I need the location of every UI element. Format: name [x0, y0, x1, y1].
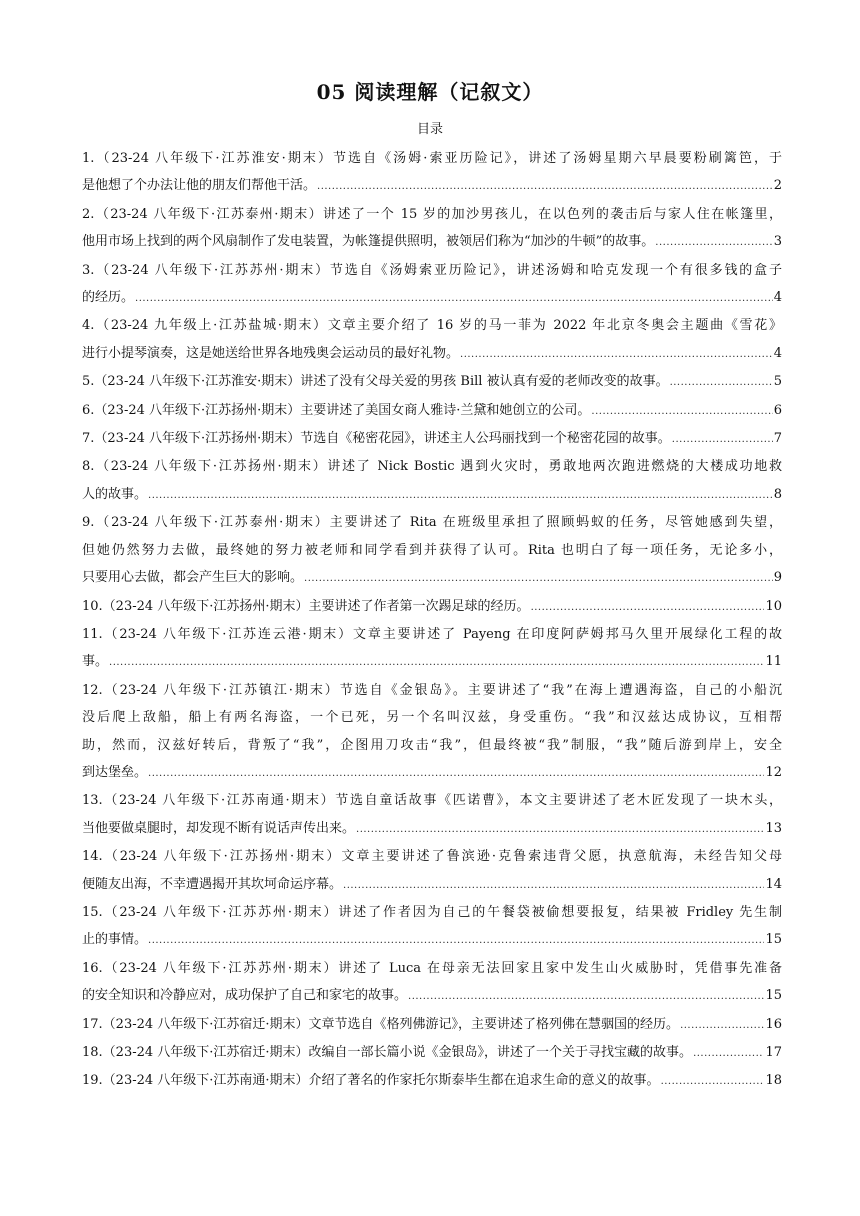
toc-page-number: 12	[765, 764, 782, 780]
toc-entry-final-line	[82, 1067, 782, 1095]
toc-entry-text-line: 16.（23-24 八年级下·江苏苏州·期末）讲述了 Luca 在母亲无法回家且家中发生山火威胁时，凭借事先准备	[82, 960, 782, 976]
toc-entry-text: 18.（23-24 八年级下·江苏宿迁·期末）改编自一部长篇小说《金银岛》，讲述了一个关于寻找宝藏的故事。	[82, 1045, 693, 1060]
toc-page-number: 8	[773, 486, 782, 502]
toc-entry-text: 便随友出海，不幸遭遇揭开其坎坷命运序幕。	[82, 876, 343, 892]
toc-entry[interactable]	[82, 368, 782, 396]
toc-entry-final-line	[82, 340, 782, 368]
toc-entry-final-line	[82, 926, 782, 954]
toc-entry-text: 的经历。	[82, 290, 135, 306]
toc-page-number: 9	[773, 570, 782, 586]
toc-entry-final-line	[82, 425, 782, 453]
toc-dot-leader	[693, 1040, 764, 1067]
toc-entry-text: 5.（23-24 八年级下·江苏淮安·期末）讲述了没有父母关爱的男孩 Bill 被认真有爱的老师改变的故事。	[82, 374, 669, 390]
toc-page-number: 5	[773, 374, 782, 390]
toc-entry-text-line: 2.（23-24 八年级下·江苏泰州·期末）讲述了一个 15 岁的加沙男孩儿，在以色列的袭击后与家人住在帐篷里，	[82, 206, 782, 222]
toc-dot-leader	[408, 983, 764, 1010]
toc-heading: 目录	[416, 122, 443, 137]
toc-dot-leader	[591, 398, 772, 425]
toc-entry-final-line	[82, 368, 782, 396]
toc-entry-text-line: 14.（23-24 八年级下·江苏扬州·期末）文章主要讲述了鲁滨逊·克鲁索违背父愿，执意航海，未经告知父母	[82, 849, 782, 865]
toc-entry[interactable]	[82, 453, 782, 509]
document-title: 05 阅读理解（记叙文）	[316, 80, 544, 104]
toc-dot-leader	[148, 482, 773, 509]
toc-entry[interactable]	[82, 955, 782, 1011]
toc-entry-text-line: 3.（23-24 八年级下·江苏苏州·期末）节选自《汤姆索亚历险记》，讲述汤姆和哈克发现一个有很多钱的盒子	[82, 262, 782, 278]
toc-entry-final-line	[82, 172, 782, 200]
toc-page-number: 18	[765, 1073, 782, 1089]
toc-entry-text: 止的事情。	[82, 932, 148, 948]
toc-entry-text-line: 没后爬上敌船，船上有两名海盗，一个已死，另一个名叫汉兹，身受重伤。“我”和汉兹达成协议，互相帮	[82, 710, 782, 726]
toc-dot-leader	[148, 927, 764, 954]
toc-entry-final-line	[82, 648, 782, 676]
toc-dot-leader	[655, 229, 772, 256]
toc-entry-final-line	[82, 481, 782, 509]
toc-entry-text-line: 8.（23-24 八年级下·江苏扬州·期末）讲述了 Nick Bostic 遇到火灾时，勇敢地两次跑进燃烧的大楼成功地救	[82, 459, 782, 475]
toc-entry-final-line	[82, 815, 782, 843]
toc-entry[interactable]	[82, 425, 782, 453]
toc-dot-leader	[670, 369, 773, 396]
toc-entry-text-line: 13.（23-24 八年级下·江苏南通·期末）节选自童话故事《匹诺曹》，本文主要讲述了老木匠发现了一块木头，	[82, 793, 782, 809]
toc-page-number: 2	[773, 178, 782, 194]
toc-page-number: 4	[773, 345, 782, 361]
toc-entry-final-line	[82, 284, 782, 312]
toc-entry-final-line	[82, 871, 782, 899]
toc-page-number: 15	[765, 988, 782, 1004]
toc-page-number: 15	[765, 932, 782, 948]
toc-entry[interactable]	[82, 397, 782, 425]
toc-entry-text: 到达堡垒。	[82, 764, 148, 780]
toc-entry-text-line: 4.（23-24 九年级上·江苏盐城·期末）文章主要介绍了 16 岁的马一菲为 2022 年北京冬奥会主题曲《雪花》	[82, 318, 782, 334]
toc-entry-final-line	[82, 759, 782, 787]
toc-dot-leader	[304, 565, 773, 592]
toc-entry-text-line: 但她仍然努力去做，最终她的努力被老师和同学看到并获得了认可。Rita 也明白了每一项任务，无论多小，	[82, 542, 782, 558]
toc-dot-leader	[661, 1068, 765, 1095]
toc-dot-leader	[148, 760, 764, 787]
toc-entry[interactable]	[82, 787, 782, 843]
toc-entry[interactable]	[82, 257, 782, 313]
toc-page-number: 16	[765, 1016, 782, 1032]
toc-entry-final-line	[82, 593, 782, 621]
toc-entry[interactable]	[82, 312, 782, 368]
toc-dot-leader	[680, 1012, 764, 1039]
toc-entry-final-line	[82, 564, 782, 592]
toc-entry-text: 他用市场上找到的两个风扇制作了发电装置，为帐篷提供照明，被领居们称为“加沙的牛顿”的故事。	[82, 234, 655, 250]
toc-dot-leader	[109, 649, 764, 676]
toc-entry[interactable]	[82, 1039, 782, 1067]
toc-entry-final-line	[82, 982, 782, 1010]
toc-dot-leader	[135, 285, 773, 312]
toc-dot-leader	[343, 872, 764, 899]
toc-entry-text-line: 12.（23-24 八年级下·江苏镇江·期末）节选自《金银岛》。主要讲述了“我”在海上遭遇海盗，自己的小船沉	[82, 682, 782, 698]
table-of-contents	[82, 145, 782, 1096]
toc-entry-text: 的安全知识和冷静应对，成功保护了自己和家宅的故事。	[82, 988, 408, 1004]
toc-entry[interactable]	[82, 1067, 782, 1095]
toc-entry[interactable]	[82, 509, 782, 592]
toc-dot-leader	[672, 426, 773, 453]
toc-entry-text: 19.（23-24 八年级下·江苏南通·期末）介绍了著名的作家托尔斯泰毕生都在追求生命的意义的故事。	[82, 1073, 660, 1089]
toc-entry-text: 当他要做桌腿时，却发现不断有说话声传出来。	[82, 820, 356, 836]
toc-page-number: 3	[773, 234, 782, 250]
toc-entry-final-line	[82, 228, 782, 256]
toc-entry-text-line: 15.（23-24 八年级下·江苏苏州·期末）讲述了作者因为自己的午餐袋被偷想要报复，结果被 Fridley 先生制	[82, 904, 782, 920]
toc-entry-final-line	[82, 1011, 782, 1039]
toc-entry[interactable]	[82, 677, 782, 788]
toc-entry[interactable]	[82, 145, 782, 201]
toc-page-number: 17	[765, 1045, 782, 1060]
toc-dot-leader	[317, 173, 773, 200]
toc-entry[interactable]	[82, 593, 782, 621]
toc-entry-text: 17.（23-24 八年级下·江苏宿迁·期末）文章节选自《格列佛游记》，主要讲述了格列佛在慧骃国的经历。	[82, 1016, 680, 1032]
toc-page-number: 6	[773, 402, 782, 418]
toc-entry-text: 7.（23-24 八年级下·江苏扬州·期末）节选自《秘密花园》，讲述主人公玛丽找到一个秘密花园的故事。	[82, 431, 671, 447]
toc-entry[interactable]	[82, 621, 782, 677]
toc-entry-text-line: 9.（23-24 八年级下·江苏泰州·期末）主要讲述了 Rita 在班级里承担了照顾蚂蚁的任务，尽管她感到失望，	[82, 515, 782, 531]
toc-page-number: 11	[765, 654, 782, 670]
toc-entry-text: 10.（23-24 八年级下·江苏扬州·期末）主要讲述了作者第一次踢足球的经历。	[82, 598, 530, 614]
toc-entry-text: 只要用心去做，都会产生巨大的影响。	[82, 570, 304, 586]
toc-entry[interactable]	[82, 899, 782, 955]
toc-entry[interactable]	[82, 1011, 782, 1039]
toc-entry-text: 是他想了个办法让他的朋友们帮他干活。	[82, 178, 317, 194]
toc-entry-text: 人的故事。	[82, 486, 148, 502]
toc-entry[interactable]	[82, 843, 782, 899]
toc-entry[interactable]	[82, 201, 782, 257]
toc-entry-text-line: 助，然而，汉兹好转后，背叛了“我”，企图用刀攻击“我”，但最终被“我”制服，“我”随后游到岸上，安全	[82, 737, 782, 753]
toc-page-number: 14	[765, 876, 782, 892]
toc-page-number: 13	[765, 820, 782, 836]
toc-page-number: 4	[773, 290, 782, 306]
toc-dot-leader	[356, 816, 764, 843]
toc-page-number: 7	[773, 431, 782, 447]
toc-dot-leader	[460, 341, 773, 368]
toc-entry-text: 6.（23-24 八年级下·江苏扬州·期末）主要讲述了美国女商人雅诗·兰黛和她创立的公司。	[82, 402, 591, 418]
toc-dot-leader	[531, 594, 765, 621]
toc-entry-text: 进行小提琴演奏，这是她送给世界各地残奥会运动员的最好礼物。	[82, 345, 460, 361]
toc-entry-text-line: 1.（23-24 八年级下·江苏淮安·期末）节选自《汤姆·索亚历险记》，讲述了汤姆星期六早晨要粉刷篱笆，于	[82, 151, 782, 166]
toc-entry-final-line	[82, 397, 782, 425]
toc-entry-final-line	[82, 1039, 782, 1067]
toc-entry-text-line: 11.（23-24 八年级下·江苏连云港·期末）文章主要讲述了 Payeng 在印度阿萨姆邦马久里开展绿化工程的故	[82, 626, 782, 642]
toc-page-number: 10	[765, 598, 782, 614]
toc-entry-text: 事。	[82, 654, 109, 670]
